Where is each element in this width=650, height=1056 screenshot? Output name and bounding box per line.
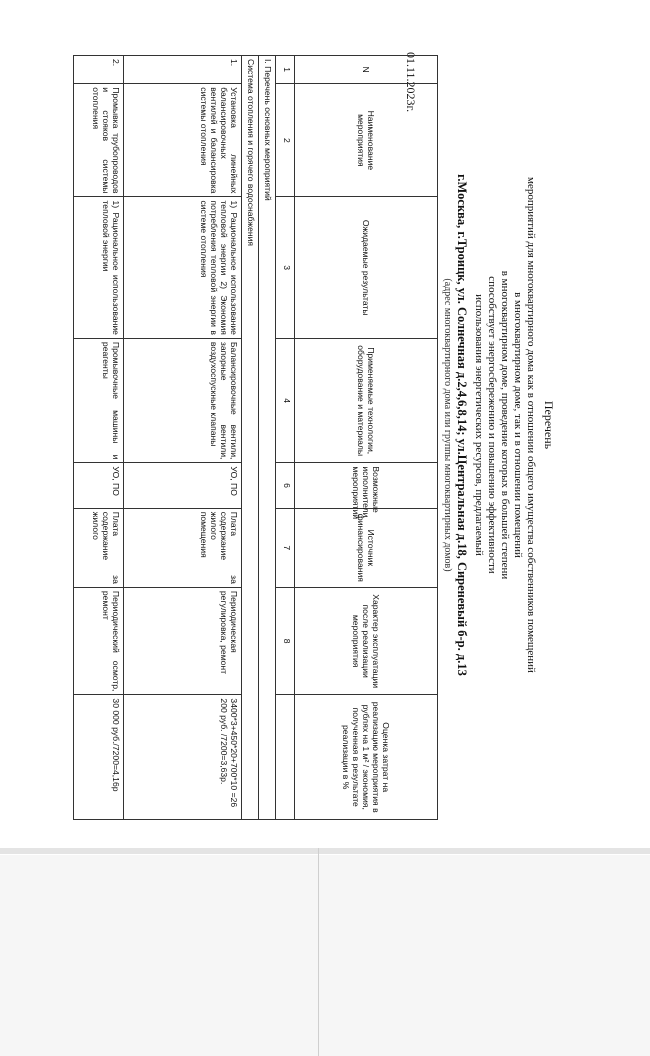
row-measure: Установка линейных балансировочных вентилей и балансировка системы отопления [124, 84, 242, 197]
row-executors: УО, ПО [74, 463, 124, 508]
row-measure: Промывка трубопроводов и стояков системы отопления [74, 84, 124, 197]
row-character: Периодический осмотр, ремонт [74, 587, 124, 695]
header-executors: Возможные исполнители мероприятий [295, 463, 438, 508]
colnum: 2 [276, 84, 295, 197]
colnum: 6 [276, 463, 295, 508]
table-row [74, 56, 124, 820]
measures-table [73, 55, 438, 820]
header-line-4: способствует энергосбережению и повышению эффективности [486, 276, 498, 574]
row-technology: Балансировочные вентили, запорные вентили, воздухоспускные клапаны [124, 338, 242, 463]
table-header-row [295, 56, 438, 820]
document-title: Перечень [542, 400, 556, 450]
header-source: Источник финансирования [295, 508, 438, 587]
row-technology: Промывочные машины и реагенты [74, 338, 124, 463]
subsection-title: Система отопления и горячего водоснабжения [242, 56, 259, 820]
row-result: 1) Рациональное использование тепловой энергии [74, 197, 124, 338]
row-executors: УО, ПО [124, 463, 242, 508]
column-number-row [276, 56, 295, 820]
header-cost: Оценка затрат на реализацию мероприятия в рублях на 1 м² / экономия, полученная в результате реализации в % [295, 695, 438, 820]
header-n: N [295, 56, 438, 84]
row-number: 2. [74, 56, 124, 84]
row-source: Плата за содержание жилого [74, 508, 124, 587]
header-line-5: использования энергетических ресурсов, предлагаемый [473, 294, 485, 556]
colnum: 4 [276, 338, 295, 463]
header-line-2: в многоквартирном доме, так и в отношении помещений [512, 292, 524, 558]
table-row [124, 56, 242, 820]
header-line-1: мероприятий для многоквартирного дома как в отношении общего имущества собственников помещений [525, 177, 537, 673]
row-character: Периодическая регулировка, ремонт [124, 587, 242, 695]
address-line: г.Москва, г.Троицк, ул. Солнечная д.2,4,6,8,14; ул.Центральная д.18, Сиреневый б-р. д.13 [455, 174, 469, 676]
subsection-row [242, 56, 259, 820]
row-number: 1. [124, 56, 242, 84]
header-tech: Применяемые технологии, оборудование и материалы [295, 338, 438, 463]
scan-fold-line [318, 848, 319, 1056]
scan-margin [0, 855, 650, 1056]
header-result: Ожидаемые результаты [295, 197, 438, 338]
row-cost: 30 000 руб./7200=4,16р [74, 695, 124, 820]
section-title: I. Перечень основных мероприятий [259, 56, 276, 820]
document-date: 01.11.2023г. [404, 52, 418, 113]
header-name: Наименование мероприятия [295, 84, 438, 197]
section-row [259, 56, 276, 820]
colnum: 3 [276, 197, 295, 338]
colnum: 1 [276, 56, 295, 84]
colnum: 7 [276, 508, 295, 587]
row-source: Плата за содержание жилого помещения [124, 508, 242, 587]
row-result: 1) Рациональное использование тепловой энергии 2) Экономия потребления тепловой энергии в системе отопления [124, 197, 242, 338]
colnum: 8 [276, 587, 295, 695]
row-cost: 3400*3+450*20+700*10 =26 200 руб. /7200=3,63р. [124, 695, 242, 820]
header-line-3: в многоквартирном доме, проведение которых в большей степени [499, 270, 511, 580]
header-character: Характер эксплуатации после реализации мероприятия [295, 587, 438, 695]
address-caption: (адрес многоквартирного дома или группы многоквартирных домов) [442, 278, 453, 572]
colnum [276, 695, 295, 820]
